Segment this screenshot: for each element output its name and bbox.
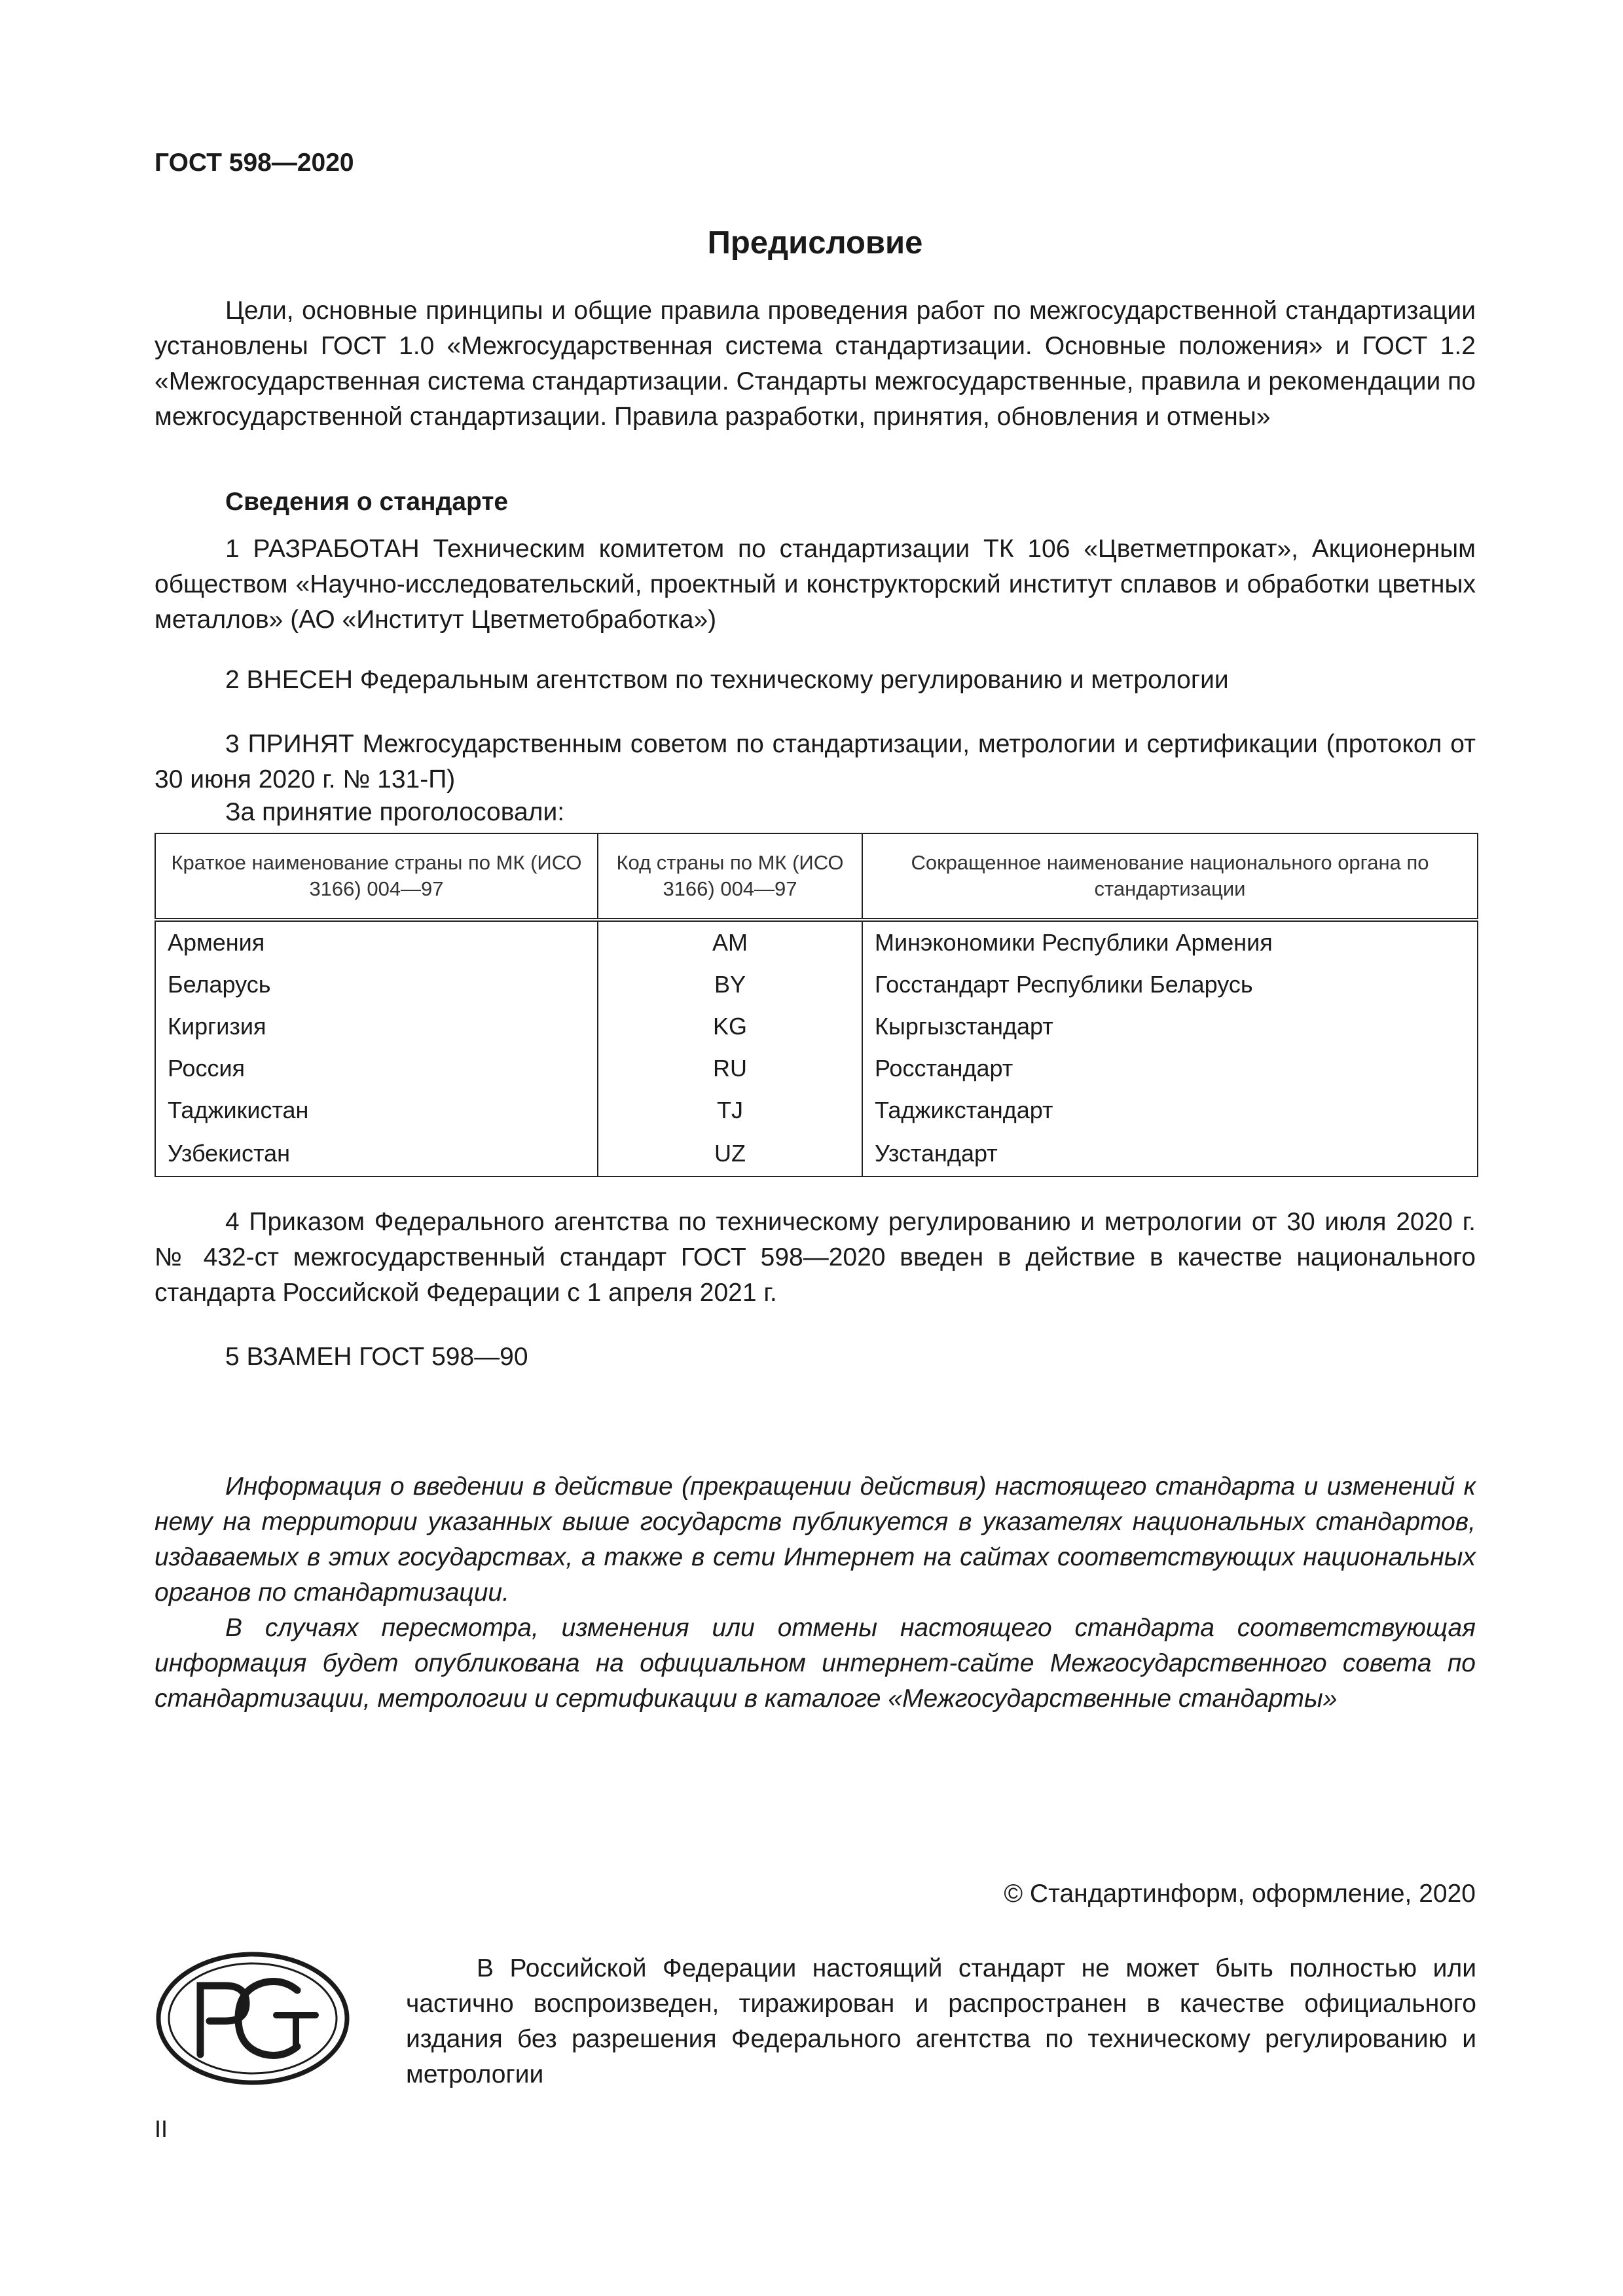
national-body: Минэкономики Республики Армения [862, 920, 1478, 964]
header-country-code: Код страны по МК (ИСО 3166) 004—97 [598, 833, 862, 920]
table-header-row [155, 833, 1478, 920]
rst-logo-icon [155, 1950, 351, 2087]
national-body: Кыргызстандарт [862, 1006, 1478, 1048]
item-4-order: 4 Приказом Федерального агентства по техническому регулированию и метрологии от 30 июля 2020 г. № 432-ст межгосударственный стандарт ГОСТ 598—2020 введен в действие в качестве национального стандарта Российской Федерации с 1 апреля 2021 г. [155, 1208, 1476, 1307]
standard-code: ГОСТ 598—2020 [155, 149, 354, 177]
copyright-notice: В Российской Федерации настоящий стандарт не может быть полностью или частично воспроизведен, тиражирован и распространен в качестве официального издания без разрешения Федерального агентства по техническому регулированию и метрологии [406, 1954, 1476, 2088]
national-body: Таджикстандарт [862, 1089, 1478, 1131]
page-title: Предисловие [707, 225, 923, 261]
info-heading: Сведения о стандарте [225, 488, 509, 516]
table-row [155, 964, 1478, 1006]
national-body: Госстандарт Республики Беларусь [862, 964, 1478, 1006]
copyright-line: © Стандартинформ, оформление, 2020 [1004, 1880, 1476, 1908]
table-row [155, 1048, 1478, 1089]
voted-label: За принятие проголосовали: [225, 798, 565, 826]
table-row [155, 1089, 1478, 1131]
item-1-developed: 1 РАЗРАБОТАН Техническим комитетом по стандартизации ТК 106 «Цветметпрокат», Акционерным обществом «Научно-исследовательский, проектный и конструкторский институт сплавов и обработки цветных металлов» (АО «Институт Цветметобработка») [155, 535, 1476, 634]
country-code: BY [598, 964, 862, 1006]
country-code: AM [598, 920, 862, 964]
page-number: II [155, 2115, 168, 2142]
country-code: UZ [598, 1131, 862, 1176]
country-name: Узбекистан [155, 1131, 598, 1176]
country-code: KG [598, 1006, 862, 1048]
country-code: TJ [598, 1089, 862, 1131]
country-name: Беларусь [155, 964, 598, 1006]
table-row [155, 1006, 1478, 1048]
info-italic-paragraph-1: Информация о введении в действие (прекращении действия) настоящего стандарта и изменений к нему на территории указанных выше государств публикуется в указателях национальных стандартов, издаваемых в этих государствах, а также в сети Интернет на сайтах соответствующих национальных органов по стандартизации. [155, 1472, 1476, 1607]
country-name: Киргизия [155, 1006, 598, 1048]
header-national-body: Сокращенное наименование национального органа по стандартизации [862, 833, 1478, 920]
country-name: Россия [155, 1048, 598, 1089]
item-3-adopted: 3 ПРИНЯТ Межгосударственным советом по стандартизации, метрологии и сертификации (протокол от 30 июня 2020 г. № 131-П) [155, 730, 1476, 793]
table-row [155, 920, 1478, 964]
info-italic-paragraph-2: В случаях пересмотра, изменения или отмены настоящего стандарта соответствующая информация будет опубликована на официальном интернет-сайте Межгосударственного совета по стандартизации, метрологии и сертификации в каталоге «Межгосударственные стандарты» [155, 1614, 1476, 1713]
country-code: RU [598, 1048, 862, 1089]
item-2-introduced: 2 ВНЕСЕН Федеральным агентством по техническому регулированию и метрологии [225, 666, 1229, 694]
country-name: Армения [155, 920, 598, 964]
intro-paragraph: Цели, основные принципы и общие правила проведения работ по межгосударственной стандартизации установлены ГОСТ 1.0 «Межгосударственная система стандартизации. Основные положения» и ГОСТ 1.2 «Межгосударственная система стандартизации. Стандарты межгосударственные, правила и рекомендации по межгосударственной стандартизации. Правила разработки, принятия, обновления и отмены» [155, 297, 1476, 431]
header-country-name: Краткое наименование страны по МК (ИСО 3166) 004—97 [155, 833, 598, 920]
country-name: Таджикистан [155, 1089, 598, 1131]
countries-table [155, 833, 1478, 1177]
item-5-replaces: 5 ВЗАМЕН ГОСТ 598—90 [225, 1343, 528, 1371]
national-body: Узстандарт [862, 1131, 1478, 1176]
national-body: Росстандарт [862, 1048, 1478, 1089]
table-row [155, 1131, 1478, 1176]
